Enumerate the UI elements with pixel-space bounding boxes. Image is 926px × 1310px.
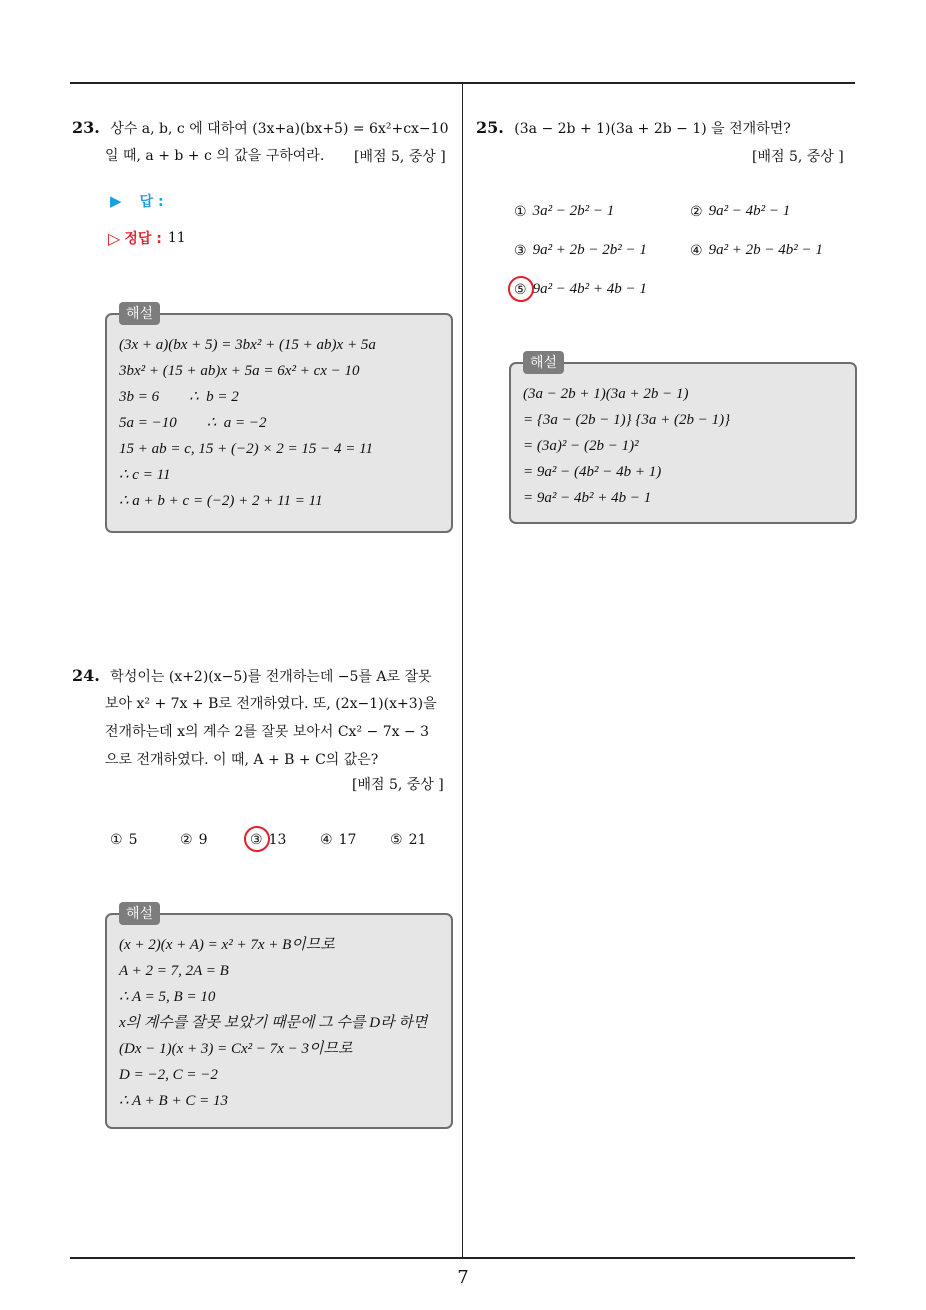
- q24-solution-box: [105, 906, 453, 1129]
- choice-value: 9a² − 4b² − 1: [708, 203, 791, 219]
- q25-choice[interactable]: [690, 242, 823, 259]
- q24-solution-line: ∴ A = 5, B = 10: [119, 989, 216, 1005]
- choice-value: 21: [408, 832, 427, 848]
- outline-triangle-icon: ▷: [108, 228, 121, 248]
- q24-solution-line: (Dx − 1)(x + 3) = Cx² − 7x − 3이므로: [119, 1041, 353, 1057]
- q24-solution-line: D = −2, C = −2: [119, 1067, 218, 1083]
- q23-solution-line: 15 + ab = c, 15 + (−2) × 2 = 15 − 4 = 11: [119, 441, 374, 457]
- choice-value: 17: [338, 832, 357, 848]
- q23-correct-label: 정답 :: [124, 231, 162, 247]
- circled-number: ②: [180, 832, 193, 848]
- q23-line-2: [105, 146, 324, 166]
- q25-choice[interactable]: [690, 203, 790, 220]
- q24-solution-line: (x + 2)(x + A) = x² + 7x + B이므로: [119, 937, 335, 953]
- q23-solution-line: 3b = 6 ∴ b = 2: [119, 389, 239, 405]
- choice-value: 9a² + 2b − 2b² − 1: [532, 242, 647, 258]
- q23-solution-box: [105, 306, 453, 533]
- q23-solution-line: ∴ a + b + c = (−2) + 2 + 11 = 11: [119, 493, 323, 509]
- q24-line-1: [72, 666, 432, 687]
- q23-text-2: 일 때, a + b + c 의 값을 구하여라.: [105, 148, 325, 164]
- q24-text-4: 으로 전개하였다. 이 때, A + B + C의 값은?: [105, 752, 379, 768]
- circled-number: [514, 282, 527, 298]
- q23-number: 23.: [72, 118, 100, 137]
- q23-points: [배점 5, 중상 ]: [354, 149, 446, 165]
- q23-line-1: [72, 118, 448, 139]
- circled-number: [250, 832, 263, 848]
- q25-line-1: [476, 118, 791, 139]
- q24-choice[interactable]: [110, 832, 137, 848]
- circled-number: ④: [320, 832, 333, 848]
- q25-solution-line: = {3a − (2b − 1)} {3a + (2b − 1)}: [523, 412, 731, 428]
- choice-value: 9: [198, 832, 208, 848]
- circled-number: ③: [514, 242, 527, 259]
- q25-solution-box: [509, 355, 857, 524]
- choice-value: 9a² + 2b − 4b² − 1: [708, 242, 823, 258]
- q25-solution-line: = 9a² − (4b² − 4b + 1): [523, 464, 662, 480]
- q24-text-1: 학성이는 (x+2)(x−5)를 전개하는데 −5를 A로 잘못: [110, 669, 432, 685]
- q25-choice[interactable]: [514, 203, 614, 220]
- q23-solution-line: (3x + a)(bx + 5) = 3bx² + (15 + ab)x + 5a: [119, 337, 376, 353]
- q25-solution-line: (3a − 2b + 1)(3a + 2b − 1): [523, 386, 689, 402]
- choice-mark: ③: [250, 832, 263, 848]
- circled-number: ②: [690, 203, 703, 220]
- q24-text-2: 보아 x² + 7x + B로 전개하였다. 또, (2x−1)(x+3)을: [105, 696, 437, 712]
- q24-solution-line: ∴ A + B + C = 13: [119, 1093, 228, 1109]
- question-24: [72, 666, 457, 856]
- q24-solution-line: A + 2 = 7, 2A = B: [119, 963, 229, 979]
- q24-points: [배점 5, 중상 ]: [352, 777, 444, 793]
- circled-number: ①: [110, 832, 123, 848]
- circled-number: ①: [514, 203, 527, 220]
- q23-answer-label: 답 :: [139, 194, 164, 210]
- q25-choice-selected[interactable]: [514, 281, 647, 298]
- q24-solution-line: x의 계수를 잘못 보았기 때문에 그 수를 D라 하면: [119, 1015, 428, 1031]
- column-divider: [462, 83, 463, 1258]
- q23-correct-row: [108, 228, 186, 248]
- q24-choice[interactable]: [180, 832, 207, 848]
- q24-number: 24.: [72, 666, 100, 685]
- circled-number: ⑤: [390, 832, 403, 848]
- choice-mark: ⑤: [514, 281, 527, 298]
- q25-solution-line: = (3a)² − (2b − 1)²: [523, 438, 639, 454]
- q24-solution-label: 해설: [119, 902, 160, 925]
- q25-text-1: (3a − 2b + 1)(3a + 2b − 1) 을 전개하면?: [514, 121, 791, 137]
- q23-answer-row: [110, 191, 164, 211]
- page-number: 7: [457, 1267, 469, 1288]
- question-25: [476, 118, 861, 308]
- q23-solution-line: ∴ c = 11: [119, 467, 171, 483]
- q23-correct-value: 11: [167, 230, 186, 246]
- answer-mark-icon: [508, 276, 534, 302]
- q25-solution-label: 해설: [523, 351, 564, 374]
- q23-solution-line: 3bx² + (15 + ab)x + 5a = 6x² + cx − 10: [119, 363, 360, 379]
- play-icon: ▶: [110, 192, 122, 210]
- q25-number: 25.: [476, 118, 504, 137]
- q23-solution-line: 5a = −10 ∴ a = −2: [119, 415, 267, 431]
- q24-choice[interactable]: [390, 832, 426, 848]
- q24-choice[interactable]: [320, 832, 356, 848]
- q24-text-3: 전개하는데 x의 계수 2를 잘못 보아서 Cx² − 7x − 3: [105, 724, 430, 740]
- choice-value: 5: [128, 832, 138, 848]
- choice-value: 9a² − 4b² + 4b − 1: [532, 281, 647, 297]
- q23-solution-label: 해설: [119, 302, 160, 325]
- q25-choice[interactable]: [514, 242, 647, 259]
- q25-points: [배점 5, 중상 ]: [752, 149, 844, 165]
- q23-text-1: 상수 a, b, c 에 대하여 (3x+a)(bx+5) = 6x²+cx−10: [110, 121, 449, 137]
- circled-number: ④: [690, 242, 703, 259]
- choice-value: 3a² − 2b² − 1: [532, 203, 615, 219]
- q24-choice-selected[interactable]: [250, 832, 286, 848]
- choice-value: 13: [268, 832, 287, 848]
- answer-mark-icon: [244, 826, 270, 852]
- bottom-rule: [70, 1257, 855, 1259]
- q25-solution-line: = 9a² − 4b² + 4b − 1: [523, 490, 652, 506]
